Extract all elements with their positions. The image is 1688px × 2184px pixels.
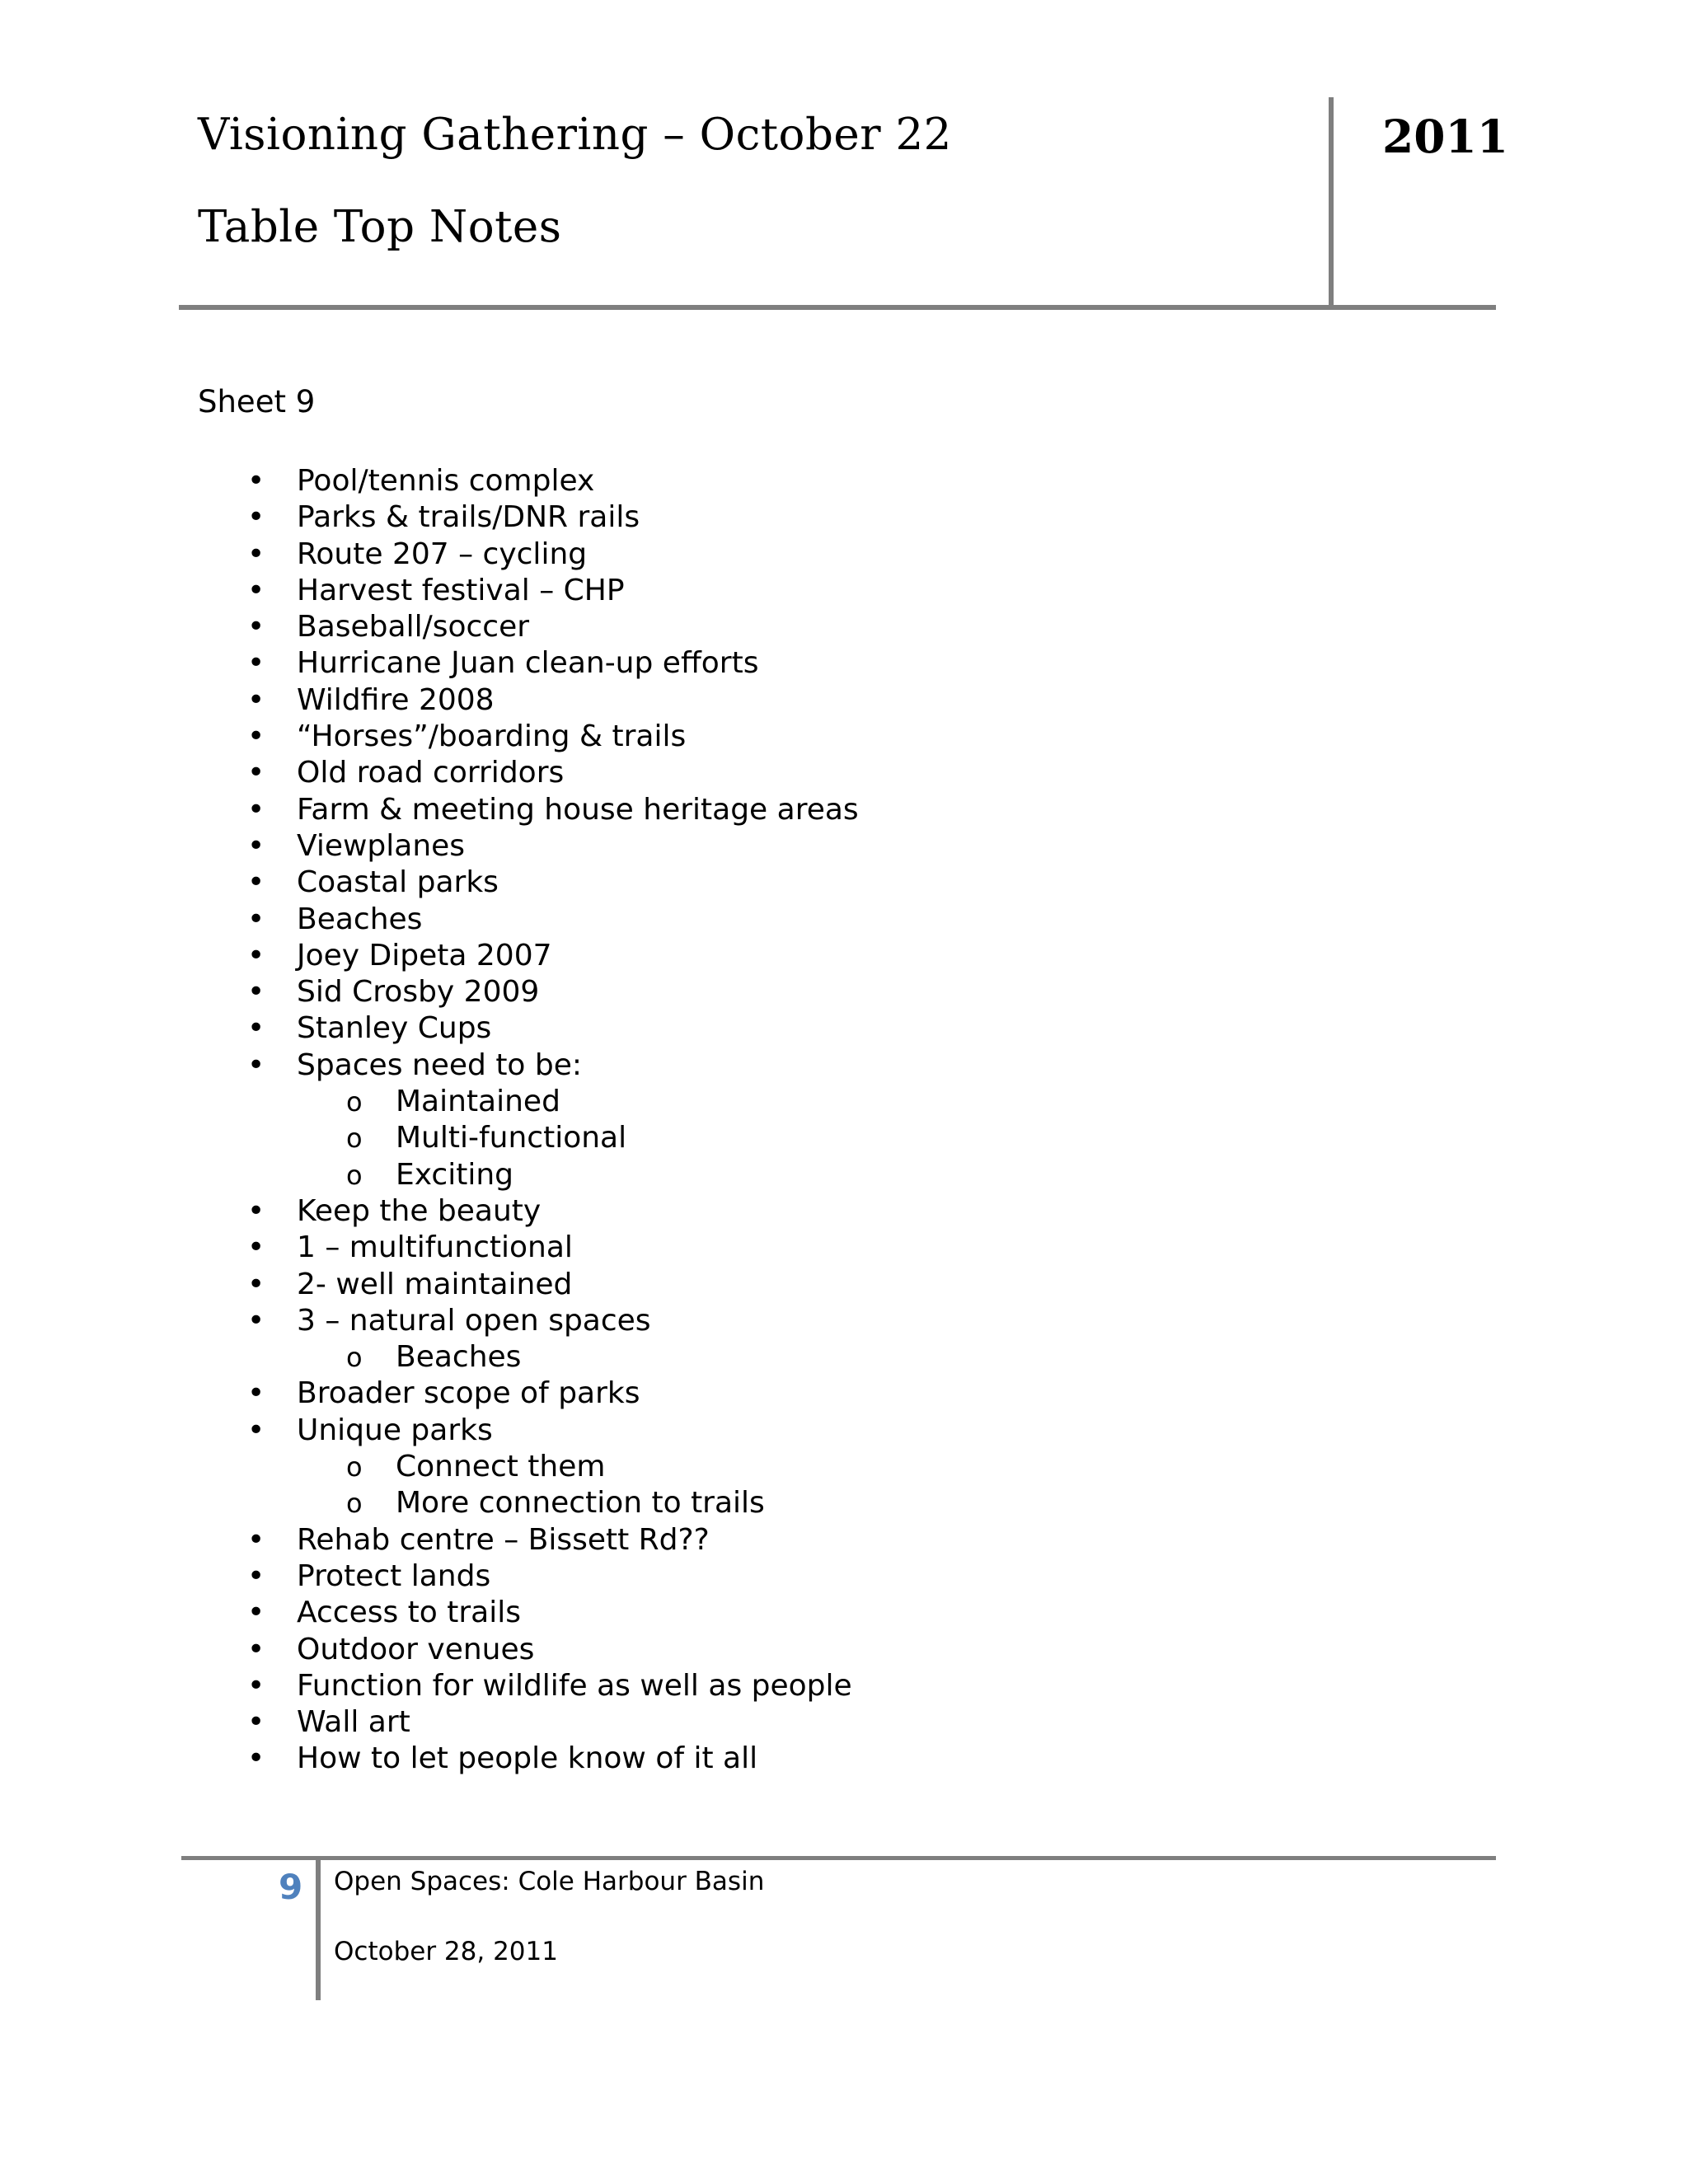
list-item-text: Beaches [396, 1340, 522, 1375]
list-item-text: How to let people know of it all [297, 1741, 758, 1776]
list-item-text: Multi-functional [396, 1121, 627, 1155]
list-item-text: Connect them [396, 1450, 606, 1484]
list-item-text: Broader scope of parks [297, 1376, 640, 1411]
list-item-text: Joey Dipeta 2007 [297, 938, 552, 972]
list-item-text: Old road corridors [297, 756, 565, 790]
sub-bullet-icon: o [346, 1342, 363, 1374]
bullet-icon: • [247, 1668, 265, 1703]
header-year: 2011 [1382, 110, 1509, 163]
page-number: 9 [279, 1867, 303, 1907]
list-item-text: Stanley Cups [297, 1011, 492, 1046]
list-item-text: Maintained [396, 1085, 560, 1119]
footer-document-name: Open Spaces: Cole Harbour Basin [334, 1867, 765, 1896]
bullet-icon: • [247, 1303, 265, 1338]
bullet-icon: • [247, 537, 265, 571]
list-item-text: Protect lands [297, 1558, 491, 1593]
bullet-icon: • [247, 1047, 265, 1082]
bullet-icon: • [247, 865, 265, 900]
list-item-text: Farm & meeting house heritage areas [297, 792, 859, 827]
list-item-text: Spaces need to be: [297, 1047, 583, 1082]
sub-bullet-icon: o [346, 1086, 363, 1118]
bullet-icon: • [247, 1522, 265, 1557]
sheet-label: Sheet 9 [198, 384, 316, 419]
list-item-text: Beaches [297, 902, 423, 936]
bullet-icon: • [247, 1413, 265, 1447]
list-item-text: Sid Crosby 2009 [297, 975, 540, 1010]
list-item-text: Wildfire 2008 [297, 682, 495, 717]
bullet-icon: • [247, 1267, 265, 1301]
bullet-icon: • [247, 1193, 265, 1228]
bullet-icon: • [247, 1011, 265, 1046]
list-item-text: Rehab centre – Bissett Rd?? [297, 1522, 710, 1557]
header-vertical-divider [1329, 97, 1334, 310]
bullet-icon: • [247, 756, 265, 790]
bullet-icon: • [247, 1376, 265, 1411]
list-item-text: Outdoor venues [297, 1632, 535, 1666]
list-item-text: Function for wildlife as well as people [297, 1668, 852, 1703]
list-item-text: Exciting [396, 1157, 513, 1192]
bullet-icon: • [247, 1741, 265, 1776]
list-item-text: Pool/tennis complex [297, 464, 595, 498]
bullet-icon: • [247, 938, 265, 972]
footer-date: October 28, 2011 [334, 1937, 558, 1966]
list-item-text: Hurricane Juan clean-up efforts [297, 646, 759, 681]
bullet-icon: • [247, 500, 265, 535]
bullet-icon: • [247, 646, 265, 681]
list-item-text: Harvest festival – CHP [297, 573, 625, 607]
list-item-text: Parks & trails/DNR rails [297, 500, 640, 535]
list-item-text: “Horses”/boarding & trails [297, 719, 687, 754]
bullet-icon: • [247, 902, 265, 936]
list-item-text: Route 207 – cycling [297, 537, 588, 571]
bullet-icon: • [247, 828, 265, 863]
document-subtitle: Table Top Notes [198, 202, 562, 252]
list-item-text: Keep the beauty [297, 1193, 542, 1228]
list-item-text: Access to trails [297, 1596, 522, 1630]
bullet-icon: • [247, 682, 265, 717]
list-item-text: Viewplanes [297, 828, 466, 863]
document-title: Visioning Gathering – October 22 [198, 110, 952, 160]
sub-bullet-icon: o [346, 1488, 363, 1520]
bullet-icon: • [247, 719, 265, 754]
bullet-icon: • [247, 975, 265, 1010]
list-item-text: Coastal parks [297, 865, 499, 900]
footer-horizontal-divider [181, 1856, 1496, 1860]
bullet-icon: • [247, 1596, 265, 1630]
footer-vertical-divider [316, 1858, 321, 2000]
list-item-text: Unique parks [297, 1413, 493, 1447]
bullet-icon: • [247, 1558, 265, 1593]
bullet-icon: • [247, 792, 265, 827]
bullet-icon: • [247, 1632, 265, 1666]
list-item-text: 1 – multifunctional [297, 1230, 573, 1265]
sub-bullet-icon: o [346, 1122, 363, 1155]
bullet-icon: • [247, 573, 265, 607]
list-item-text: Baseball/soccer [297, 610, 530, 644]
bullet-icon: • [247, 1705, 265, 1740]
list-item-text: 2- well maintained [297, 1267, 573, 1301]
bullet-icon: • [247, 1230, 265, 1265]
list-item-text: 3 – natural open spaces [297, 1303, 651, 1338]
sub-bullet-icon: o [346, 1451, 363, 1483]
list-item-text: Wall art [297, 1705, 410, 1740]
sub-bullet-icon: o [346, 1159, 363, 1191]
list-item-text: More connection to trails [396, 1486, 765, 1521]
bullet-icon: • [247, 464, 265, 498]
header-horizontal-divider [179, 305, 1496, 310]
bullet-icon: • [247, 610, 265, 644]
